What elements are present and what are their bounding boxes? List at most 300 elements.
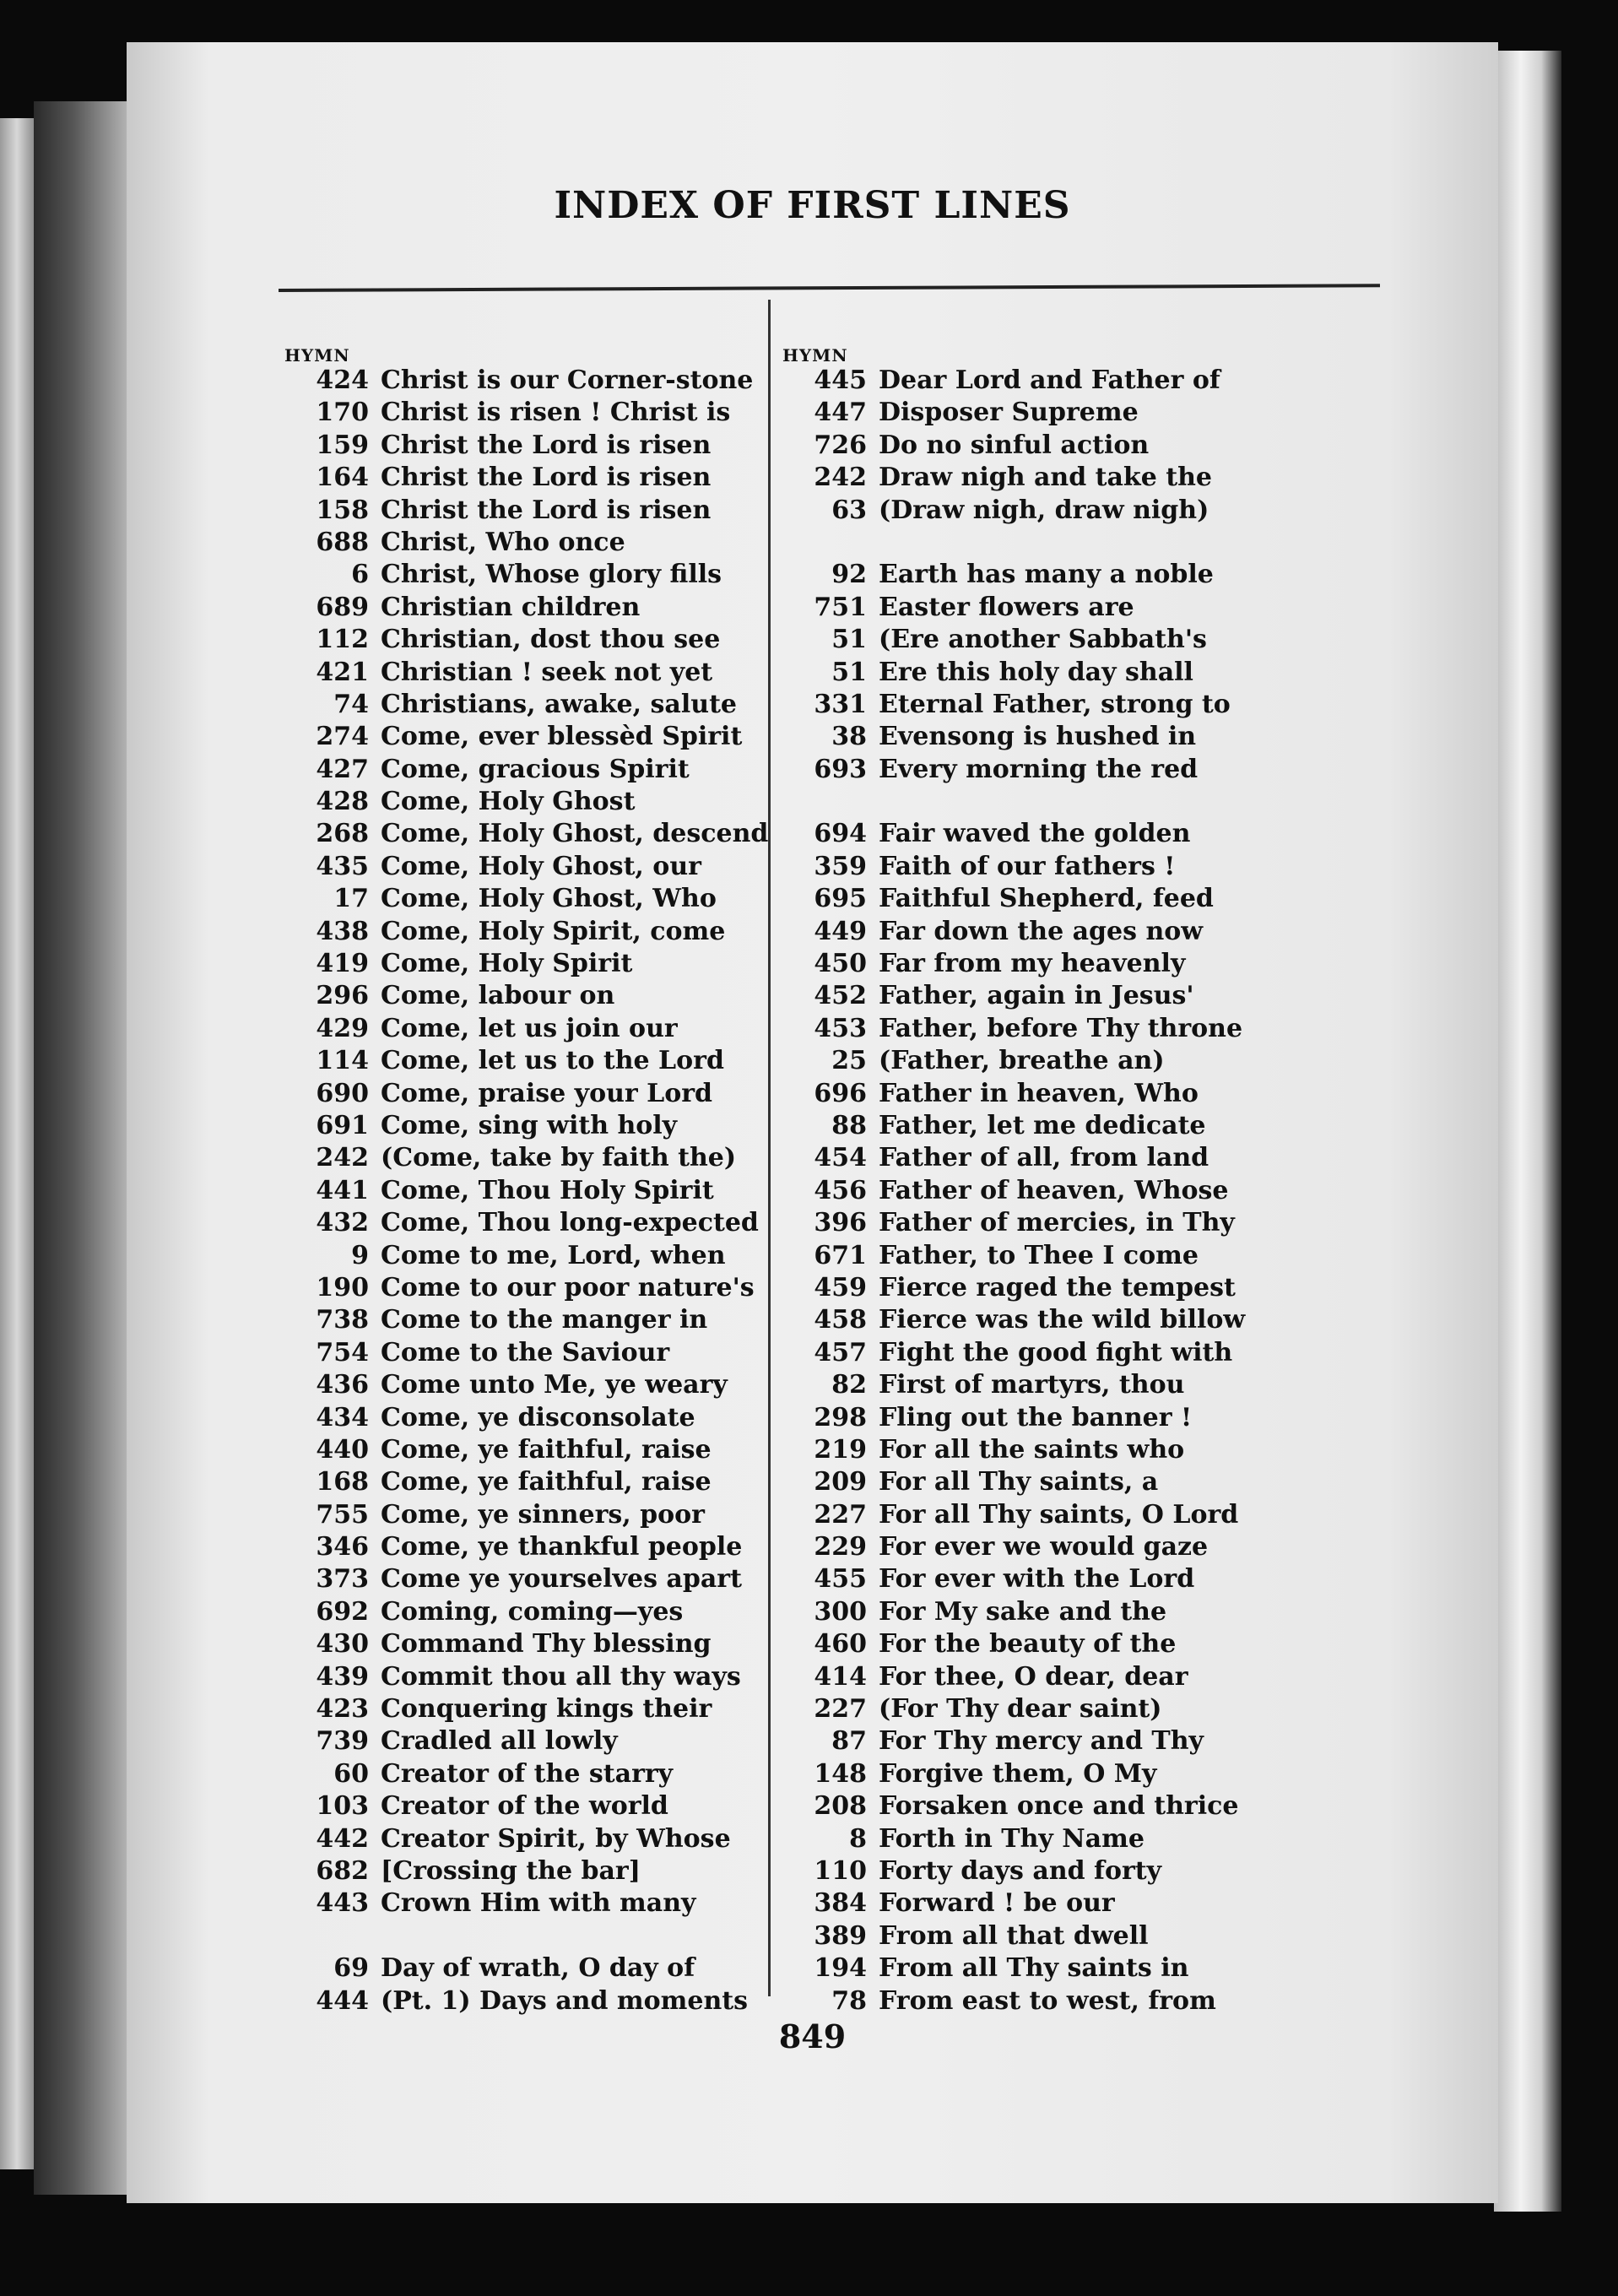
index-entry (772, 397, 1279, 429)
hymn-number: 442 (316, 1823, 369, 1854)
hymn-number: 689 (316, 592, 369, 622)
first-line-text: For all Thy saints, a (879, 1467, 1159, 1497)
first-line-text: Creator of the world (381, 1791, 668, 1822)
hymn-number: 435 (316, 851, 369, 881)
hymn-number: 693 (814, 754, 867, 784)
index-entry (274, 430, 781, 462)
first-line-text: Father in heaven, Who (879, 1078, 1199, 1108)
first-line-text: Father of mercies, in Thy (879, 1208, 1235, 1238)
index-entry (772, 1790, 1279, 1822)
first-line-text: Christian children (381, 592, 641, 622)
hymn-number: 443 (316, 1888, 369, 1919)
hymn-number: 414 (814, 1661, 867, 1692)
hymn-number: 454 (814, 1143, 867, 1173)
first-line-text: Come, ye disconsolate (381, 1402, 695, 1432)
index-entry (772, 1110, 1279, 1142)
first-line-text: First of martyrs, thou (879, 1370, 1185, 1400)
first-line-text: Eternal Father, strong to (879, 689, 1231, 719)
hymn-number: 447 (814, 398, 867, 428)
hymn-number: 92 (831, 560, 867, 590)
first-line-text: Christ, Whose glory fills (381, 560, 722, 590)
first-line-text: Father, before Thy throne (879, 1013, 1243, 1043)
first-line-text: Come to the manger in (381, 1305, 708, 1335)
left-index-column (274, 346, 781, 2017)
first-line-text: (Come, take by faith the) (381, 1143, 737, 1173)
first-line-text: Forgive them, O My (879, 1758, 1157, 1789)
hymn-number: 148 (814, 1758, 867, 1789)
first-line-text: Come, Thou long-expected (381, 1208, 759, 1238)
hymn-number: 158 (316, 495, 369, 525)
section-gap (772, 527, 1279, 559)
index-entry (772, 1952, 1279, 1985)
first-line-text: (Pt. 1) Days and moments (381, 1985, 749, 2016)
first-line-text: Come, Holy Spirit (381, 949, 633, 979)
first-line-text: Come ye yourselves apart (381, 1564, 742, 1595)
first-line-text: (For Thy dear saint) (879, 1694, 1162, 1725)
first-line-text: Come, ye thankful people (381, 1532, 743, 1562)
first-line-text: Ere this holy day shall (879, 657, 1193, 687)
hymn-number: 229 (814, 1532, 867, 1562)
index-entry (772, 1402, 1279, 1434)
hymn-number: 17 (333, 884, 369, 914)
first-line-text: Do no sinful action (879, 430, 1150, 460)
left-page-shadow (34, 101, 131, 2195)
hymn-number: 751 (814, 592, 867, 622)
first-line-text: Forth in Thy Name (879, 1823, 1145, 1854)
hymn-number: 456 (814, 1175, 867, 1205)
first-line-text: Come, ye faithful, raise (381, 1467, 712, 1497)
first-line-text: Christ the Lord is risen (381, 463, 712, 493)
index-entry (274, 786, 781, 818)
index-entry (772, 1920, 1279, 1952)
first-line-text: Come, Holy Ghost, descend (381, 819, 769, 849)
first-line-text: Come, let us join our (381, 1013, 678, 1043)
hymn-number: 88 (831, 1110, 867, 1140)
first-line-text: Come, praise your Lord (381, 1078, 713, 1108)
hymn-number: 296 (316, 981, 369, 1011)
hymn-number: 695 (814, 884, 867, 914)
hymn-number: 441 (316, 1175, 369, 1205)
hymn-number: 396 (814, 1208, 867, 1238)
index-entry (274, 1142, 781, 1174)
index-entry (274, 721, 781, 753)
hymn-number: 691 (316, 1110, 369, 1140)
index-entry (274, 1013, 781, 1045)
index-entry (274, 818, 781, 850)
index-entry (274, 1563, 781, 1595)
index-entry (772, 657, 1279, 689)
hymn-number: 690 (316, 1078, 369, 1108)
index-entry (772, 1693, 1279, 1725)
index-entry (274, 689, 781, 721)
index-entry (274, 397, 781, 429)
first-line-text: Draw nigh and take the (879, 463, 1213, 493)
index-entry (274, 1823, 781, 1855)
index-entry (274, 1952, 781, 1985)
first-line-text: Come, Thou Holy Spirit (381, 1175, 714, 1205)
first-line-text: Come, Holy Ghost (381, 787, 636, 817)
index-entry (772, 1725, 1279, 1757)
index-entry (772, 1596, 1279, 1628)
hymn-number: 694 (814, 819, 867, 849)
first-line-text: Come unto Me, ye weary (381, 1370, 728, 1400)
index-entry (772, 1045, 1279, 1077)
first-line-text: For ever with the Lord (879, 1564, 1195, 1595)
hymn-number: 692 (316, 1596, 369, 1627)
page-title: INDEX OF FIRST LINES (554, 184, 1071, 227)
index-entry (772, 1175, 1279, 1207)
hymn-number: 726 (814, 430, 867, 460)
first-line-text: Christ the Lord is risen (381, 430, 712, 460)
index-entry (274, 624, 781, 656)
hymn-number: 755 (316, 1499, 369, 1530)
hymn-number: 25 (831, 1046, 867, 1076)
first-line-text: Coming, coming—yes (381, 1596, 684, 1627)
hymn-number: 6 (351, 560, 369, 590)
hymn-number: 460 (814, 1629, 867, 1660)
first-line-text: Crown Him with many (381, 1888, 696, 1919)
first-line-text: Father of heaven, Whose (879, 1175, 1229, 1205)
index-entry (274, 1628, 781, 1660)
first-line-text: (Ere another Sabbath's (879, 625, 1207, 655)
index-entry (274, 1887, 781, 1920)
index-entry (274, 1272, 781, 1304)
first-line-text: Evensong is hushed in (879, 722, 1197, 752)
hymn-number: 227 (814, 1499, 867, 1530)
first-line-text: Christian, dost thou see (381, 625, 721, 655)
column-heading: HYMN (284, 345, 350, 366)
index-entry (274, 1240, 781, 1272)
first-line-text: Come, labour on (381, 981, 615, 1011)
index-entry (274, 1725, 781, 1757)
hymn-number: 427 (316, 754, 369, 784)
index-entry (772, 624, 1279, 656)
index-entry (772, 883, 1279, 915)
hymn-number: 428 (316, 787, 369, 817)
first-line-text: Christ the Lord is risen (381, 495, 712, 525)
hymn-number: 110 (814, 1855, 867, 1886)
first-line-text: Father, let me dedicate (879, 1110, 1206, 1140)
first-line-text: Fierce raged the tempest (879, 1272, 1236, 1302)
hymn-number: 60 (333, 1758, 369, 1789)
hymn-number: 423 (316, 1694, 369, 1725)
index-entry (772, 980, 1279, 1012)
first-line-text: From all Thy saints in (879, 1953, 1189, 1984)
first-line-text: Day of wrath, O day of (381, 1953, 695, 1984)
hymn-number: 455 (814, 1564, 867, 1595)
first-line-text: From east to west, from (879, 1985, 1216, 2016)
index-entry (772, 1758, 1279, 1790)
index-entry (772, 1240, 1279, 1272)
first-line-text: Fierce was the wild billow (879, 1305, 1246, 1335)
hymn-number: 242 (814, 463, 867, 493)
hymn-number: 424 (316, 366, 369, 395)
first-line-text: Fight the good fight with (879, 1337, 1233, 1367)
hymn-number: 359 (814, 851, 867, 881)
first-line-text: Come, Holy Ghost, our (381, 851, 701, 881)
left-page-edge (0, 118, 34, 2169)
hymn-number: 194 (814, 1953, 867, 1984)
hymn-number: 159 (316, 430, 369, 460)
hymn-number: 453 (814, 1013, 867, 1043)
section-gap (274, 1920, 781, 1952)
first-line-text: Creator Spirit, by Whose (381, 1823, 731, 1854)
hymn-number: 430 (316, 1629, 369, 1660)
index-entry (772, 559, 1279, 591)
hymn-number: 112 (316, 625, 369, 655)
index-entry (274, 559, 781, 591)
hymn-number: 38 (831, 722, 867, 752)
section-gap (772, 786, 1279, 818)
index-entry (274, 527, 781, 559)
index-entry (274, 1693, 781, 1725)
first-line-text: Creator of the starry (381, 1758, 674, 1789)
right-entries-list (772, 365, 1279, 2017)
index-entry (274, 1175, 781, 1207)
index-entry (772, 495, 1279, 527)
first-line-text: For Thy mercy and Thy (879, 1726, 1204, 1757)
hymn-number: 440 (316, 1434, 369, 1465)
first-line-text: Come to me, Lord, when (381, 1240, 726, 1270)
index-entry (772, 1466, 1279, 1498)
index-entry (274, 1790, 781, 1822)
first-line-text: Father, to Thee I come (879, 1240, 1199, 1270)
index-entry (274, 948, 781, 980)
hymn-number: 114 (316, 1046, 369, 1076)
index-entry (274, 657, 781, 689)
first-line-text: Come, gracious Spirit (381, 754, 690, 784)
first-line-text: For the beauty of the (879, 1629, 1177, 1660)
hymn-number: 274 (316, 722, 369, 752)
hymn-number: 436 (316, 1370, 369, 1400)
hymn-number: 63 (831, 495, 867, 525)
hymn-number: 438 (316, 916, 369, 946)
book-page (127, 42, 1498, 2203)
hymn-number: 346 (316, 1532, 369, 1562)
index-entry (274, 1855, 781, 1887)
hymn-number: 298 (814, 1402, 867, 1432)
hymn-number: 434 (316, 1402, 369, 1432)
first-line-text: Conquering kings their (381, 1694, 712, 1725)
page-number: 849 (778, 2017, 847, 2055)
hymn-number: 739 (316, 1726, 369, 1757)
hymn-number: 429 (316, 1013, 369, 1043)
first-line-text: Forsaken once and thrice (879, 1791, 1239, 1822)
hymn-number: 432 (316, 1208, 369, 1238)
index-entry (772, 1661, 1279, 1693)
index-entry (772, 1304, 1279, 1336)
right-page-edge (1494, 51, 1561, 2212)
first-line-text: Christian ! seek not yet (381, 657, 713, 687)
first-line-text: Forward ! be our (879, 1888, 1115, 1919)
first-line-text: Command Thy blessing (381, 1629, 712, 1660)
first-line-text: Christ, Who once (381, 527, 625, 557)
hymn-number: 458 (814, 1305, 867, 1335)
hymn-number: 452 (814, 981, 867, 1011)
first-line-text: For My sake and the (879, 1596, 1167, 1627)
first-line-text: Earth has many a noble (879, 560, 1214, 590)
index-entry (772, 1823, 1279, 1855)
hymn-number: 170 (316, 398, 369, 428)
hymn-number: 9 (351, 1240, 369, 1270)
index-entry (274, 1337, 781, 1369)
first-line-text: Come, ye faithful, raise (381, 1434, 712, 1465)
hymn-number: 444 (316, 1985, 369, 2016)
index-entry (274, 592, 781, 624)
hymn-number: 69 (333, 1953, 369, 1984)
first-line-text: Come to the Saviour (381, 1337, 670, 1367)
index-entry (772, 1563, 1279, 1595)
index-entry (274, 1434, 781, 1466)
index-entry (772, 430, 1279, 462)
hymn-number: 51 (831, 625, 867, 655)
index-entry (772, 1628, 1279, 1660)
hymn-number: 384 (814, 1888, 867, 1919)
hymn-number: 331 (814, 689, 867, 719)
index-entry (772, 1369, 1279, 1401)
index-entry (772, 365, 1279, 397)
hymn-number: 51 (831, 657, 867, 687)
first-line-text: Christ is risen ! Christ is (381, 398, 731, 428)
index-entry (274, 916, 781, 948)
first-line-text: [Crossing the bar] (381, 1855, 641, 1886)
index-entry (772, 1142, 1279, 1174)
index-entry (274, 1110, 781, 1142)
hymn-number: 300 (814, 1596, 867, 1627)
index-entry (772, 851, 1279, 883)
hymn-number: 439 (316, 1661, 369, 1692)
index-entry (772, 592, 1279, 624)
index-entry (274, 1758, 781, 1790)
index-entry (772, 1434, 1279, 1466)
index-entry (772, 1078, 1279, 1110)
hymn-number: 671 (814, 1240, 867, 1270)
hymn-number: 373 (316, 1564, 369, 1595)
first-line-text: Come, sing with holy (381, 1110, 678, 1140)
first-line-text: (Draw nigh, draw nigh) (879, 495, 1209, 525)
first-line-text: Come, Holy Ghost, Who (381, 884, 717, 914)
index-entry (274, 1499, 781, 1531)
first-line-text: Fling out the banner ! (879, 1402, 1193, 1432)
hymn-number: 696 (814, 1078, 867, 1108)
hymn-number: 208 (814, 1791, 867, 1822)
first-line-text: For ever we would gaze (879, 1532, 1209, 1562)
hymn-number: 688 (316, 527, 369, 557)
hymn-number: 682 (316, 1855, 369, 1886)
column-heading: HYMN (782, 345, 848, 366)
first-line-text: Every morning the red (879, 754, 1199, 784)
hymn-number: 190 (316, 1272, 369, 1302)
first-line-text: (Father, breathe an) (879, 1046, 1165, 1076)
first-line-text: Commit thou all thy ways (381, 1661, 741, 1692)
first-line-text: Come, ye sinners, poor (381, 1499, 705, 1530)
index-entry (772, 948, 1279, 980)
hymn-number: 419 (316, 949, 369, 979)
first-line-text: Fair waved the golden (879, 819, 1191, 849)
index-entry (772, 818, 1279, 850)
hymn-number: 219 (814, 1434, 867, 1465)
first-line-text: Forty days and forty (879, 1855, 1162, 1886)
first-line-text: For thee, O dear, dear (879, 1661, 1188, 1692)
hymn-number: 457 (814, 1337, 867, 1367)
index-entry (274, 754, 781, 786)
index-entry (772, 1207, 1279, 1239)
right-index-column (772, 346, 1279, 2017)
index-entry (772, 721, 1279, 753)
first-line-text: Come to our poor nature's (381, 1272, 755, 1302)
index-entry (772, 1855, 1279, 1887)
hymn-number: 78 (831, 1985, 867, 2016)
index-entry (274, 1369, 781, 1401)
left-entries-list (274, 365, 781, 2017)
index-entry (274, 1661, 781, 1693)
hymn-number: 268 (316, 819, 369, 849)
first-line-text: Far from my heavenly (879, 949, 1186, 979)
title-rule (279, 284, 1380, 292)
index-entry (274, 365, 781, 397)
hymn-number: 82 (831, 1370, 867, 1400)
index-entry (772, 1499, 1279, 1531)
hymn-number: 168 (316, 1467, 369, 1497)
first-line-text: From all that dwell (879, 1920, 1149, 1951)
hymn-number: 227 (814, 1694, 867, 1725)
index-entry (772, 1272, 1279, 1304)
hymn-number: 209 (814, 1467, 867, 1497)
index-entry (274, 851, 781, 883)
first-line-text: Christians, awake, salute (381, 689, 738, 719)
first-line-text: For all Thy saints, O Lord (879, 1499, 1239, 1530)
index-entry (274, 1207, 781, 1239)
hymn-number: 87 (831, 1726, 867, 1757)
index-entry (274, 462, 781, 494)
index-entry (772, 1531, 1279, 1563)
first-line-text: Father of all, from land (879, 1143, 1209, 1173)
hymn-number: 164 (316, 463, 369, 493)
hymn-number: 449 (814, 916, 867, 946)
index-entry (274, 1402, 781, 1434)
index-entry (274, 1596, 781, 1628)
index-entry (772, 689, 1279, 721)
first-line-text: For all the saints who (879, 1434, 1185, 1465)
first-line-text: Faithful Shepherd, feed (879, 884, 1214, 914)
index-entry (274, 495, 781, 527)
first-line-text: Come, let us to the Lord (381, 1046, 724, 1076)
first-line-text: Father, again in Jesus' (879, 981, 1194, 1011)
index-entry (772, 1887, 1279, 1920)
first-line-text: Easter flowers are (879, 592, 1134, 622)
first-line-text: Christ is our Corner-stone (381, 366, 754, 395)
first-line-text: Disposer Supreme (879, 398, 1139, 428)
index-entry (274, 980, 781, 1012)
first-line-text: Come, Holy Spirit, come (381, 916, 726, 946)
hymn-number: 103 (316, 1791, 369, 1822)
index-entry (274, 1045, 781, 1077)
index-entry (274, 1466, 781, 1498)
first-line-text: Come, ever blessèd Spirit (381, 722, 743, 752)
hymn-number: 754 (316, 1337, 369, 1367)
hymn-number: 421 (316, 657, 369, 687)
hymn-number: 450 (814, 949, 867, 979)
first-line-text: Cradled all lowly (381, 1726, 618, 1757)
index-entry (274, 883, 781, 915)
index-entry (772, 1985, 1279, 2017)
index-entry (772, 754, 1279, 786)
index-entry (772, 1013, 1279, 1045)
first-line-text: Faith of our fathers ! (879, 851, 1176, 881)
index-entry (772, 1337, 1279, 1369)
index-entry (274, 1078, 781, 1110)
index-entry (274, 1304, 781, 1336)
